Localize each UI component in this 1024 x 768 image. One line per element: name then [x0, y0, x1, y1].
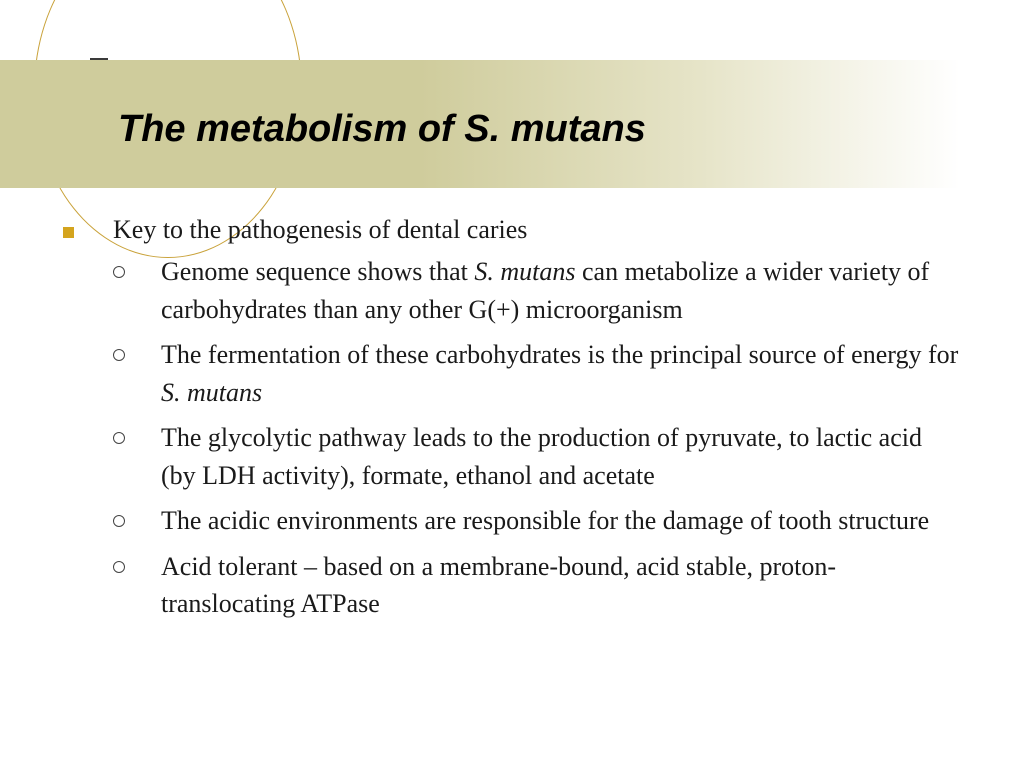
ring-bullet-icon [113, 349, 125, 361]
sub-bullet-item [60, 336, 960, 411]
sub-bullet-item [60, 502, 960, 540]
sub-bullet-item [60, 253, 960, 328]
ring-bullet-icon [113, 432, 125, 444]
sub-bullet-text-post: can metabolize a wider variety of carbohydrates than any other G(+) microorganism [161, 257, 930, 324]
sub-bullet-item [60, 419, 960, 494]
slide-title: The metabolism of S. mutans [118, 108, 646, 150]
species-name: S. mutans [161, 377, 263, 407]
bullet-item [60, 213, 960, 247]
species-name: S. mutans [474, 257, 576, 286]
sub-bullet-text-pre: Genome sequence shows that [161, 257, 475, 286]
ring-bullet-icon [113, 561, 125, 573]
sub-bullet-text: Acid tolerant – based on a membrane-bound, acid stable, proton-translocating ATPase [161, 551, 837, 618]
sub-bullet-text-pre: The fermentation of these carbohydrates is the principal source of energy for [161, 340, 959, 369]
bullet-text: Key to the pathogenesis of dental caries [113, 215, 528, 244]
square-bullet-icon [63, 227, 74, 238]
sub-bullet-item [60, 548, 960, 623]
slide-body [60, 213, 960, 631]
sub-bullet-text: The acidic environments are responsible for the damage of tooth structure [161, 506, 930, 535]
sub-bullet-list [60, 253, 960, 623]
sub-bullet-text: The glycolytic pathway leads to the production of pyruvate, to lactic acid (by LDH activity), formate, ethanol and acetate [161, 423, 922, 490]
ring-bullet-icon [113, 266, 125, 278]
ring-bullet-icon [113, 515, 125, 527]
